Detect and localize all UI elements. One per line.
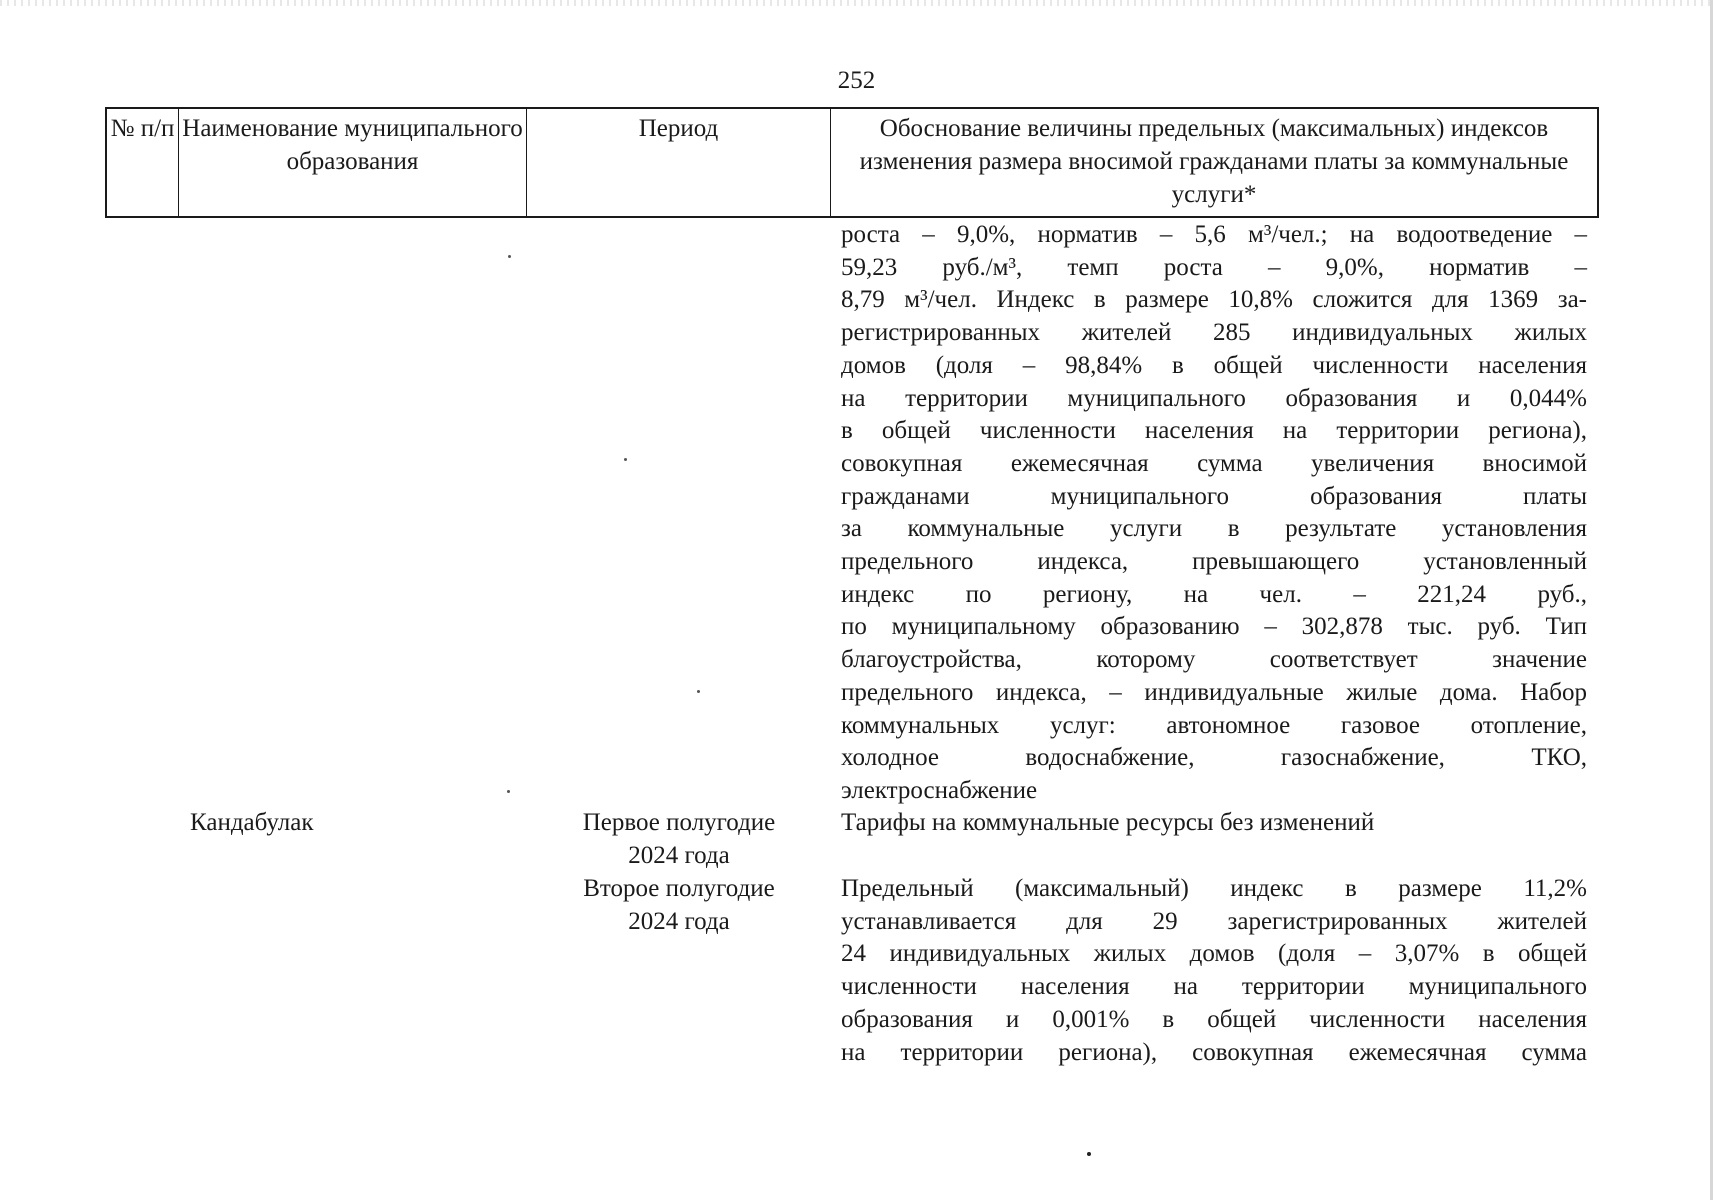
text-line: холодное водоснабжение, газоснабжение, ТКО, <box>841 744 1587 772</box>
header-col-number-label: № п/п <box>110 115 175 142</box>
text-line: 59,23 руб./м³, темп роста – 9,0%, норматив – <box>841 253 1587 281</box>
scan-speck <box>624 458 627 461</box>
period-second-half-line2: 2024 года <box>628 907 730 935</box>
text-line: образования и 0,001% в общей численности населения <box>841 1005 1587 1033</box>
text-line: домов (доля – 98,84% в общей численности населения <box>841 351 1587 379</box>
period-second-half <box>554 873 804 938</box>
text-line: индекс по региону, на чел. – 221,24 руб., <box>841 580 1587 608</box>
period-first-half-line1: Первое полугодие <box>582 809 776 836</box>
header-col-justification <box>831 109 1597 216</box>
text-line: коммунальных услуг: автономное газовое отопление, <box>841 711 1587 739</box>
scan-edge-top <box>0 0 1713 6</box>
header-col-municipality-label: Наименование муниципального образования <box>182 115 523 175</box>
text-line: регистрированных жителей 285 индивидуальных жилых <box>841 319 1587 347</box>
text-line: на территории муниципального образования и 0,044% <box>841 384 1587 412</box>
text-line: гражданами муниципального образования платы <box>841 482 1587 510</box>
scan-speck <box>508 255 511 258</box>
table-header <box>105 107 1599 218</box>
scan-speck <box>1087 1152 1091 1156</box>
municipality-name: Кандабулак <box>190 809 314 836</box>
text-line: за коммунальные услуги в результате установления <box>841 515 1587 543</box>
period-second-half-line1: Второе полугодие <box>583 875 775 902</box>
first-half-justification <box>841 807 1587 840</box>
text-line: 8,79 м³/чел. Индекс в размере 10,8% сложится для 1369 за- <box>841 286 1587 314</box>
scan-speck <box>507 790 510 793</box>
text-line: устанавливается для 29 зарегистрированных жителей <box>841 907 1587 935</box>
text-line: 24 индивидуальных жилых домов (доля – 3,07% в общей <box>841 940 1587 968</box>
text-line: предельного индекса, превышающего установленный <box>841 548 1587 576</box>
header-col-period-label: Период <box>638 115 719 142</box>
text-line: численности населения на территории муниципального <box>841 973 1587 1001</box>
second-half-justification <box>841 873 1587 1069</box>
period-first-half <box>554 807 804 872</box>
text-line: предельного индекса, – индивидуальные жилые дома. Набор <box>841 678 1587 706</box>
period-first-half-line2: 2024 года <box>628 841 730 869</box>
header-col-municipality <box>179 109 527 216</box>
text-line: совокупная ежемесячная сумма увеличения вносимой <box>841 449 1587 477</box>
text-line: Тарифы на коммунальные ресурсы без изменений <box>841 809 1375 836</box>
text-line: роста – 9,0%, норматив – 5,6 м³/чел.; на водоотведение – <box>841 221 1587 248</box>
header-col-number <box>107 109 179 216</box>
header-col-period <box>527 109 831 216</box>
text-line: в общей численности населения на территории региона), <box>841 417 1587 445</box>
text-line: на территории региона), совокупная ежемесячная сумма <box>841 1038 1587 1066</box>
text-line: по муниципальному образованию – 302,878 тыс. руб. Тип <box>841 613 1587 641</box>
text-line: электроснабжение <box>841 776 1038 804</box>
scan-speck <box>697 690 700 693</box>
continuation-text <box>841 219 1587 808</box>
page-number: 252 <box>837 67 876 94</box>
text-line: Предельный (максимальный) индекс в размере 11,2% <box>841 875 1587 902</box>
header-col-justification-label: Обоснование величины предельных (максимальных) индексов изменения размера вносимой гражданами платы за коммунальные услуги* <box>859 115 1569 208</box>
text-line: благоустройства, которому соответствует значение <box>841 646 1587 674</box>
